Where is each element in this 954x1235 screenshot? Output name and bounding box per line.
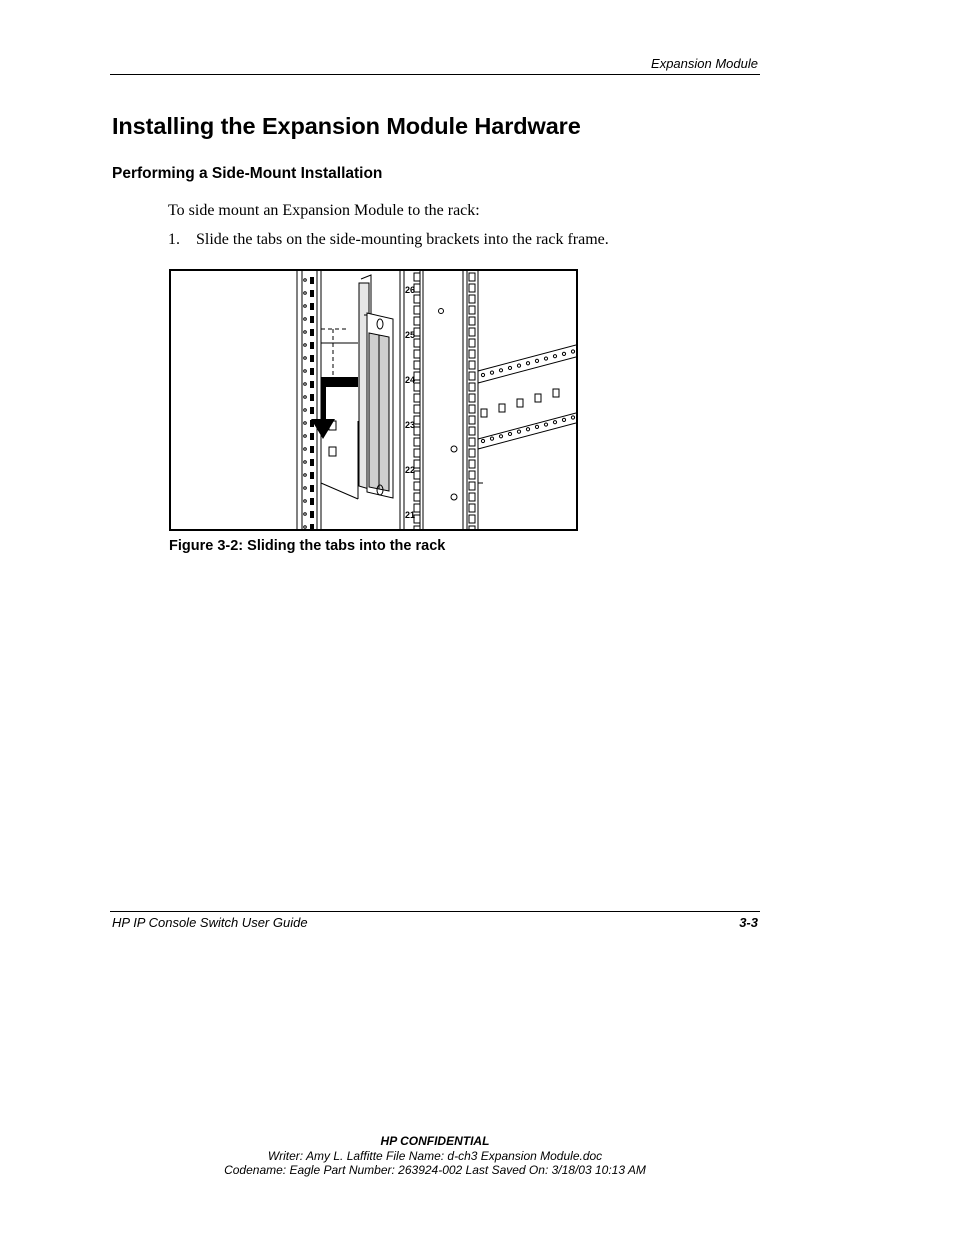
section-title: Performing a Side-Mount Installation — [112, 165, 383, 182]
figure-rack-illustration — [169, 269, 578, 531]
rack-illustration — [171, 271, 576, 529]
footer-rule — [110, 911, 760, 912]
step-number: 1. — [168, 231, 180, 248]
rack-unit-label: 26 — [405, 285, 416, 295]
intro-paragraph: To side mount an Expansion Module to the rack: — [168, 202, 480, 219]
rack-unit-label: 22 — [405, 465, 416, 475]
codename-part-line: Codename: Eagle Part Number: 263924-002 Last Saved On: 3/18/03 10:13 AM — [224, 1163, 646, 1177]
rack-unit-label: 23 — [405, 420, 416, 430]
step-item — [168, 231, 609, 249]
footer-guide-title: HP IP Console Switch User Guide — [112, 915, 308, 930]
figure-caption: Figure 3-2: Sliding the tabs into the rack — [169, 538, 446, 554]
step-text: Slide the tabs on the side-mounting brackets into the rack frame. — [196, 231, 609, 248]
running-header: Expansion Module — [651, 56, 758, 71]
header-rule — [110, 74, 760, 75]
writer-file-line: Writer: Amy L. Laffitte File Name: d-ch3 Expansion Module.doc — [267, 1149, 603, 1163]
page-title: Installing the Expansion Module Hardware — [112, 113, 581, 139]
footer-page-number: 3-3 — [739, 915, 758, 930]
rack-unit-label: 21 — [405, 510, 416, 520]
rack-unit-label: 25 — [405, 330, 416, 340]
rack-unit-label: 24 — [405, 375, 416, 385]
confidential-notice: HP CONFIDENTIAL — [380, 1134, 490, 1148]
